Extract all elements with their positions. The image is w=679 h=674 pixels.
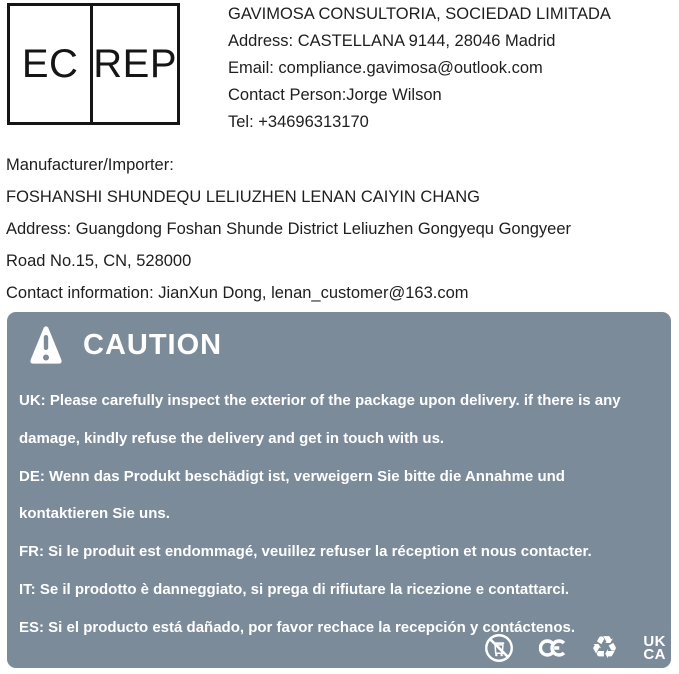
- warning-line-de-1: DE: Wenn das Produkt beschädigt ist, verweigern Sie bitte die Annahme und: [19, 467, 565, 485]
- manufacturer-name: FOSHANSHI SHUNDEQU LELIUZHEN LENAN CAIYIN CHANG: [6, 188, 480, 206]
- ce-mark-icon: [539, 638, 566, 658]
- manufacturer-address-line2: Road No.15, CN, 528000: [6, 252, 192, 270]
- warning-line-fr: FR: Si le produit est endommagé, veuillez refuser la réception et nous contacter.: [19, 543, 592, 561]
- ukca-line2: CA: [643, 646, 666, 663]
- eu-rep-email: Email: compliance.gavimosa@outlook.com: [228, 59, 543, 77]
- warning-line-it: IT: Se il prodotto è danneggiato, si prega di rifiutare la ricezione e contattarci.: [19, 580, 570, 598]
- warning-triangle-icon: [29, 324, 63, 366]
- compliance-icons-row: [484, 631, 666, 665]
- caution-header: [29, 323, 222, 367]
- manufacturer-block: [6, 149, 571, 309]
- ec-rep-symbol: [7, 3, 180, 125]
- manufacturer-heading: Manufacturer/Importer:: [6, 156, 174, 174]
- weee-crossed-bin-icon: [484, 633, 514, 663]
- ec-rep-left-cell: EC: [10, 6, 93, 122]
- warning-line-de-2: kontaktieren Sie uns.: [19, 505, 170, 523]
- eu-rep-company: GAVIMOSA CONSULTORIA, SOCIEDAD LIMITADA: [228, 5, 611, 23]
- ec-rep-right-cell: REP: [93, 41, 177, 86]
- eu-rep-contact-person: Contact Person:Jorge Wilson: [228, 86, 442, 104]
- eu-representative-block: [228, 1, 611, 136]
- manufacturer-address-line1: Address: Guangdong Foshan Shunde District Leliuzhen Gongyequ Gongyeer: [6, 220, 572, 238]
- warning-line-uk-1: UK: Please carefully inspect the exterior of the package upon delivery. if there is any: [19, 392, 621, 409]
- ukca-line1: UK: [643, 633, 666, 650]
- recycling-icon: ♻: [590, 630, 619, 666]
- eu-rep-tel: Tel: +34696313170: [228, 113, 369, 131]
- caution-panel: [7, 312, 671, 668]
- caution-warnings: [19, 382, 621, 647]
- warning-line-es: ES: Si el producto está dañado, por favor rechace la recepción y contáctenos.: [19, 618, 575, 636]
- warning-line-uk-2: damage, kindly refuse the delivery and get in touch with us.: [19, 429, 445, 447]
- eu-rep-address: Address: CASTELLANA 9144, 28046 Madrid: [228, 32, 556, 50]
- caution-title: CAUTION: [83, 328, 223, 361]
- ukca-mark-icon: [643, 635, 666, 661]
- manufacturer-contact: Contact information: JianXun Dong, lenan_customer@163.com: [6, 284, 469, 302]
